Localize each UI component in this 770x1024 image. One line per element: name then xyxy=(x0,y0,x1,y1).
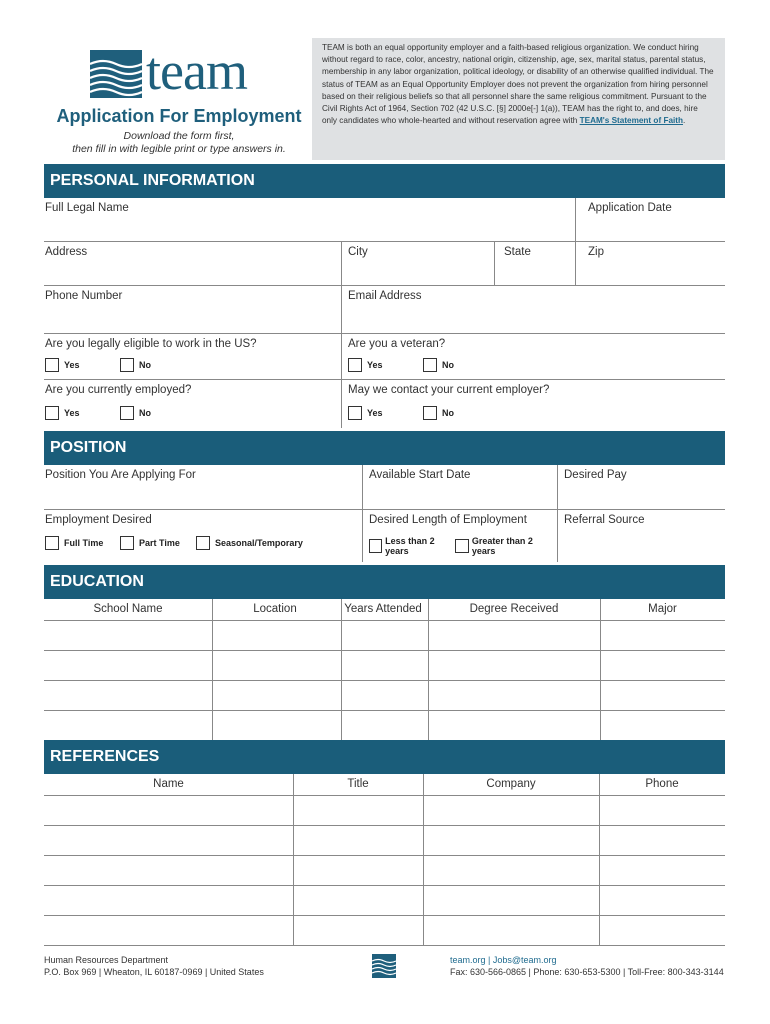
application-form xyxy=(44,38,725,790)
column-divider xyxy=(293,774,294,946)
section-education: EDUCATION xyxy=(44,565,725,599)
state-field[interactable] xyxy=(494,242,575,285)
full-legal-name-field[interactable] xyxy=(44,198,575,241)
checkbox-icon[interactable] xyxy=(348,358,362,372)
yes-label: Yes xyxy=(367,408,383,418)
seasonal-label: Seasonal/Temporary xyxy=(215,538,303,548)
page-title: Application For Employment xyxy=(56,106,302,126)
part-time-option[interactable] xyxy=(120,536,196,550)
eeo-end: . xyxy=(683,116,686,126)
veteran-yes-option[interactable] xyxy=(348,358,423,372)
seasonal-option[interactable] xyxy=(196,536,303,550)
team-logo xyxy=(90,41,320,101)
part-time-label: Part Time xyxy=(139,538,180,548)
employed-no-option[interactable] xyxy=(120,406,151,420)
zip-label: Zip xyxy=(588,246,604,258)
education-table xyxy=(44,599,725,749)
checkbox-icon[interactable] xyxy=(455,539,469,553)
contact-no-option[interactable] xyxy=(423,406,454,420)
less-than-2-option[interactable] xyxy=(369,536,455,556)
checkbox-icon[interactable] xyxy=(45,358,59,372)
table-row xyxy=(44,599,725,621)
form-header xyxy=(44,38,725,160)
employment-desired-field xyxy=(44,510,362,562)
statement-of-faith-link[interactable]: TEAM's Statement of Faith xyxy=(579,116,683,126)
address-label: Address xyxy=(45,246,88,258)
table-row xyxy=(44,774,725,796)
footer-department: Human Resources Department xyxy=(44,955,169,965)
column-divider xyxy=(423,774,424,946)
referral-source-label: Referral Source xyxy=(564,514,645,526)
eligible-no-option[interactable] xyxy=(120,358,151,372)
application-date-field[interactable] xyxy=(575,198,725,241)
address-field[interactable] xyxy=(44,242,341,285)
col-major: Major xyxy=(648,603,677,615)
checkbox-icon[interactable] xyxy=(423,406,437,420)
no-label: No xyxy=(442,360,454,370)
employment-desired-label: Employment Desired xyxy=(45,514,152,526)
table-row[interactable] xyxy=(44,796,725,826)
page-footer xyxy=(44,954,725,984)
zip-field[interactable] xyxy=(575,242,725,285)
desired-length-field xyxy=(362,510,557,562)
employed-question xyxy=(44,380,341,428)
col-phone: Phone xyxy=(645,778,679,790)
col-years-attended: Years Attended xyxy=(344,603,422,615)
full-time-label: Full Time xyxy=(64,538,104,548)
length-options xyxy=(369,536,557,556)
checkbox-icon[interactable] xyxy=(120,536,134,550)
desired-pay-field[interactable] xyxy=(557,465,725,509)
col-title: Title xyxy=(347,778,369,790)
phone-label: Phone Number xyxy=(45,290,123,302)
email-field[interactable] xyxy=(341,286,725,333)
row-position xyxy=(44,465,725,510)
footer-phones: Fax: 630-566-0865 | Phone: 630-653-5300 | Toll-Free: 800-343-3144 xyxy=(450,967,724,977)
contact-yes-option[interactable] xyxy=(348,406,423,420)
desired-length-label: Desired Length of Employment xyxy=(369,514,527,526)
city-field[interactable] xyxy=(341,242,494,285)
start-date-field[interactable] xyxy=(362,465,557,509)
contact-employer-label: May we contact your current employer? xyxy=(348,384,550,396)
col-location: Location xyxy=(253,603,297,615)
veteran-no-option[interactable] xyxy=(423,358,454,372)
checkbox-icon[interactable] xyxy=(120,406,134,420)
employed-yes-option[interactable] xyxy=(45,406,120,420)
desired-pay-label: Desired Pay xyxy=(564,469,627,481)
logo-wordmark: team xyxy=(146,41,247,101)
phone-field[interactable] xyxy=(44,286,341,333)
table-row[interactable] xyxy=(44,916,725,946)
checkbox-icon[interactable] xyxy=(45,536,59,550)
eligible-yes-option[interactable] xyxy=(45,358,120,372)
city-label: City xyxy=(348,246,368,258)
no-label: No xyxy=(442,408,454,418)
employment-type-options xyxy=(45,536,303,550)
column-divider xyxy=(341,599,342,741)
position-applying-label: Position You Are Applying For xyxy=(45,469,196,481)
employed-options xyxy=(45,406,151,420)
email-label: Email Address xyxy=(348,290,422,302)
eeo-statement xyxy=(312,38,725,160)
row-employment-desired xyxy=(44,510,725,562)
footer-address-block xyxy=(44,954,264,978)
referral-source-field[interactable] xyxy=(557,510,725,562)
waves-logo-icon xyxy=(90,50,142,98)
section-position: POSITION xyxy=(44,431,725,465)
column-divider xyxy=(599,774,600,946)
full-time-option[interactable] xyxy=(45,536,120,550)
veteran-question xyxy=(341,334,725,379)
position-applying-field[interactable] xyxy=(44,465,362,509)
col-company: Company xyxy=(486,778,536,790)
column-divider xyxy=(212,599,213,741)
waves-logo-icon xyxy=(372,954,396,978)
column-divider xyxy=(600,599,601,741)
veteran-label: Are you a veteran? xyxy=(348,338,446,350)
row-name xyxy=(44,198,725,242)
eeo-text: TEAM is both an equal opportunity employer and a faith-based religious organization. We conduct hiring without regard to race, color, ancestry, national origin, citizenship, age, sex, marital status, parental status, membership in any labor organization, political ideology, or disability of an otherwise qualified individual. The status of TEAM as an Equal Opportunity Employer does not prevent the organization from hiring personnel based on their religious beliefs so that all personnel share the same religious commitment. Pursuant to the Civil Rights Act of 1964, Section 702 (42 U.S.C. [§] 2000e[-] 1(a)), TEAM has the right to, and does, hire only candidates who whole-hearted and without reservation agree with xyxy=(322,43,714,126)
checkbox-icon[interactable] xyxy=(369,539,382,553)
col-school-name: School Name xyxy=(93,603,163,615)
table-row[interactable] xyxy=(44,651,725,681)
start-date-label: Available Start Date xyxy=(369,469,471,481)
col-name: Name xyxy=(153,778,184,790)
less-than-label: Less than 2 years xyxy=(385,536,435,556)
table-row[interactable] xyxy=(44,621,725,651)
row-address xyxy=(44,242,725,286)
eligible-question xyxy=(44,334,341,379)
section-personal-information: PERSONAL INFORMATION xyxy=(44,164,725,198)
greater-than-2-option[interactable] xyxy=(455,536,557,556)
subtitle-line-2: then fill in with legible print or type answers in. xyxy=(72,143,286,155)
state-label: State xyxy=(504,246,531,258)
checkbox-icon[interactable] xyxy=(423,358,437,372)
row-contact xyxy=(44,286,725,334)
table-row[interactable] xyxy=(44,711,725,741)
footer-contact-block xyxy=(450,954,724,978)
subtitle-line-1: Download the form first, xyxy=(123,130,235,142)
eligible-label: Are you legally eligible to work in the US? xyxy=(45,338,257,350)
table-row[interactable] xyxy=(44,826,725,856)
section-references: REFERENCES xyxy=(44,740,725,774)
references-table xyxy=(44,774,725,946)
table-row[interactable] xyxy=(44,886,725,916)
checkbox-icon[interactable] xyxy=(45,406,59,420)
footer-links[interactable]: team.org | Jobs@team.org xyxy=(450,955,557,965)
footer-address: P.O. Box 969 | Wheaton, IL 60187-0969 | United States xyxy=(44,967,264,977)
row-employment xyxy=(44,380,725,428)
column-divider xyxy=(428,599,429,741)
footer-divider xyxy=(44,945,725,946)
row-eligibility xyxy=(44,334,725,380)
no-label: No xyxy=(139,360,151,370)
table-row[interactable] xyxy=(44,856,725,886)
checkbox-icon[interactable] xyxy=(348,406,362,420)
checkbox-icon[interactable] xyxy=(196,536,210,550)
full-legal-name-label: Full Legal Name xyxy=(45,202,129,214)
table-row[interactable] xyxy=(44,681,725,711)
col-degree-received: Degree Received xyxy=(469,603,559,615)
contact-options xyxy=(348,406,454,420)
greater-than-label: Greater than 2 years xyxy=(471,536,533,556)
yes-label: Yes xyxy=(64,360,80,370)
eligible-options xyxy=(45,358,151,372)
yes-label: Yes xyxy=(367,360,383,370)
application-date-label: Application Date xyxy=(588,202,672,214)
veteran-options xyxy=(348,358,454,372)
no-label: No xyxy=(139,408,151,418)
checkbox-icon[interactable] xyxy=(120,358,134,372)
employed-label: Are you currently employed? xyxy=(45,384,192,396)
yes-label: Yes xyxy=(64,408,80,418)
contact-employer-question xyxy=(341,380,725,428)
